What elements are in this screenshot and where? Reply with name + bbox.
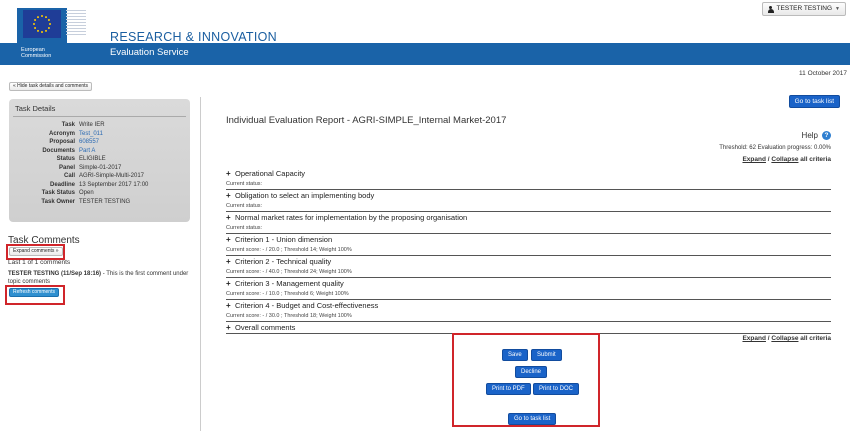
task-row-label: Acronym [48, 130, 75, 137]
all-criteria-label: all criteria [798, 335, 831, 342]
task-row [9, 172, 190, 181]
task-row [9, 181, 190, 190]
criterion-item[interactable] [226, 190, 831, 212]
criterion-status: Current score: - / 30.0 ; Threshold 18; Weight 100% [226, 313, 352, 319]
criterion-name: Obligation to select an implementing body [235, 191, 375, 200]
help-icon[interactable]: ? [822, 131, 831, 140]
expand-comments-button[interactable]: Expand comments » [9, 247, 63, 256]
task-row-label: Proposal [49, 139, 75, 145]
criterion-item[interactable] [226, 212, 831, 234]
criterion-status: Current status: [226, 181, 263, 187]
criterion-name: Normal market rates for implementation by the proposing organisation [235, 213, 468, 222]
header-subtitle: Evaluation Service [110, 47, 189, 58]
go-to-task-list-button[interactable]: Go to task list [789, 95, 840, 108]
task-row [9, 189, 190, 198]
print-doc-button[interactable]: Print to DOC [533, 383, 579, 395]
criterion-item[interactable] [226, 234, 831, 256]
task-details-list [9, 121, 190, 206]
comment-text: - This is the first comment under topic comments [8, 271, 189, 285]
expand-plus-icon[interactable]: + [226, 279, 231, 288]
task-details-panel [9, 99, 190, 222]
print-pdf-button[interactable]: Print to PDF [486, 383, 531, 395]
expand-all-link[interactable]: Expand [742, 335, 766, 342]
expand-collapse-top: Expand / Collapse all criteria [742, 156, 831, 163]
hide-task-details-button[interactable]: « Hide task details and comments [9, 82, 92, 91]
site-title: RESEARCH & INNOVATION [110, 30, 277, 44]
user-icon [768, 6, 774, 13]
task-row-label: Task [61, 122, 75, 128]
acronym-link[interactable]: Test_011 [79, 130, 103, 137]
task-row-value: Write IER [79, 122, 105, 128]
eu-flag-icon [23, 10, 61, 38]
collapse-all-link[interactable]: Collapse [771, 335, 799, 342]
criterion-name: Overall comments [235, 323, 296, 332]
collapse-all-link[interactable]: Collapse [771, 156, 799, 163]
comment-item [8, 270, 198, 286]
task-row-label: Deadline [49, 181, 75, 188]
task-row-value: AGRI-Simple-Multi-2017 [79, 173, 145, 179]
current-date: 11 October 2017 [799, 70, 847, 77]
task-comments-title: Task Comments [8, 235, 80, 246]
task-details-separator [13, 116, 186, 117]
user-menu-button[interactable] [762, 2, 846, 16]
go-to-task-list-button[interactable]: Go to task list [508, 413, 556, 425]
logo-decoration [66, 8, 86, 40]
page-header [0, 0, 850, 65]
criterion-item[interactable] [226, 300, 831, 322]
task-row-value: Open [79, 190, 94, 196]
comment-author: TESTER TESTING (11/Sep 18:16) [8, 271, 102, 277]
task-row-label: Task Owner [41, 198, 75, 205]
criterion-item[interactable] [226, 278, 831, 300]
task-row [9, 198, 190, 207]
expand-plus-icon[interactable]: + [226, 169, 231, 178]
comments-count: Last 1 of 1 comments [8, 259, 71, 266]
criterion-name: Criterion 4 - Budget and Cost-effectiveness [235, 301, 379, 310]
expand-plus-icon[interactable]: + [226, 301, 231, 310]
ec-logo-text: European Commission [21, 47, 52, 59]
submit-button[interactable]: Submit [531, 349, 562, 361]
criterion-item[interactable] [226, 168, 831, 190]
highlight-box [5, 285, 65, 305]
expand-plus-icon[interactable]: + [226, 323, 231, 332]
documents-link[interactable]: Part A [79, 147, 96, 154]
criterion-status: Current score: - / 10.0 ; Threshold 6; Weight 100% [226, 291, 349, 297]
threshold-progress: Threshold: 62 Evaluation progress: 0.00% [719, 145, 831, 151]
user-name: TESTER TESTING [776, 5, 833, 12]
save-button[interactable]: Save [502, 349, 528, 361]
refresh-comments-button[interactable]: Refresh comments [9, 288, 59, 297]
expand-plus-icon[interactable]: + [226, 257, 231, 266]
all-criteria-label: all criteria [798, 156, 831, 163]
task-row-label: Task Status [41, 190, 75, 196]
task-row-label: Call [63, 173, 75, 179]
task-details-title: Task Details [15, 104, 56, 113]
criterion-name: Criterion 2 - Technical quality [235, 257, 332, 266]
expand-plus-icon[interactable]: + [226, 213, 231, 222]
task-row [9, 130, 190, 139]
task-row [9, 155, 190, 164]
expand-plus-icon[interactable]: + [226, 235, 231, 244]
criterion-status: Current score: - / 20.0 ; Threshold 14; Weight 100% [226, 247, 352, 253]
task-row-label: Panel [58, 164, 75, 171]
task-row [9, 138, 190, 147]
task-row-value: TESTER TESTING [79, 198, 131, 205]
expand-all-link[interactable]: Expand [742, 156, 766, 163]
criterion-status: Current score: - / 40.0 ; Threshold 24; Weight 100% [226, 269, 352, 275]
criterion-name: Criterion 3 - Management quality [235, 279, 344, 288]
criteria-list [226, 168, 831, 334]
decline-button[interactable]: Decline [515, 366, 547, 378]
actions-panel [452, 333, 600, 427]
criterion-item[interactable] [226, 256, 831, 278]
task-row-value: ELIGIBLE [79, 156, 106, 162]
chevron-down-icon: ▼ [835, 6, 840, 12]
task-row [9, 147, 190, 156]
header-bar [0, 43, 850, 65]
highlight-box [6, 244, 65, 260]
task-row-label: Status [56, 156, 75, 162]
help-label: Help [801, 131, 818, 140]
criterion-status: Current status: [226, 203, 263, 209]
task-row-value: 13 September 2017 17:00 [79, 181, 149, 188]
task-row-label: Documents [42, 147, 75, 154]
help-link[interactable] [802, 131, 831, 140]
task-row [9, 121, 190, 130]
column-divider [200, 97, 201, 431]
proposal-link[interactable]: 608557 [79, 139, 100, 145]
task-row-value: Simple-01-2017 [79, 164, 122, 171]
criterion-name: Operational Capacity [235, 169, 306, 178]
criterion-name: Criterion 1 - Union dimension [235, 235, 333, 244]
criterion-status: Current status: [226, 225, 263, 231]
expand-plus-icon[interactable]: + [226, 191, 231, 200]
report-title: Individual Evaluation Report - AGRI-SIMPLE_Internal Market-2017 [226, 115, 507, 126]
expand-collapse-bottom: Expand / Collapse all criteria [742, 335, 831, 342]
ec-logo [17, 8, 67, 63]
task-row [9, 164, 190, 173]
